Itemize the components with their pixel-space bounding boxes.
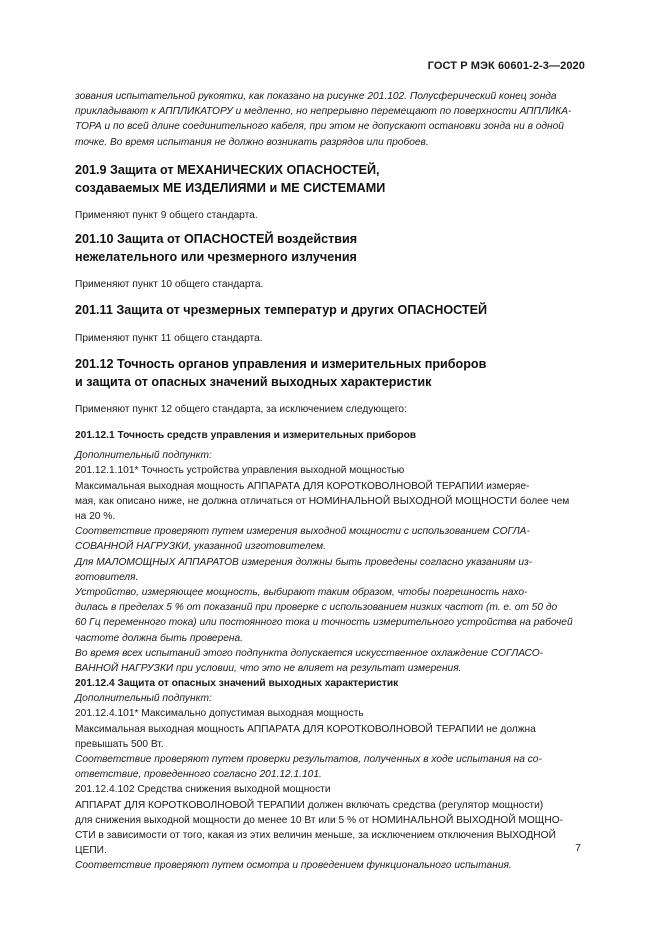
intro-line: ТОРА и по всей длине соединительного кабеля, при этом не допускают остановки зонда ни в одной bbox=[75, 121, 564, 133]
intro-line: прикладывают к АППЛИКАТОРУ и медленно, но непрерывно перемещают по поверхности АППЛИКА- bbox=[75, 106, 572, 118]
section-title: 201.10 Защита от ОПАСНОСТЕЙ воздействия bbox=[75, 232, 358, 246]
section-text: Применяют пункт 10 общего стандарта. bbox=[75, 279, 264, 290]
body-line: дилась в пределах 5 % от показаний при проверке с использованием низких частот (т. е. от 50 до bbox=[75, 602, 558, 614]
additional-subclause-label: Дополнительный подпункт: bbox=[75, 450, 212, 462]
section-201-11 bbox=[75, 302, 585, 346]
body-line: ЦЕПИ. bbox=[75, 845, 107, 857]
subsection-title: 201.12.1 Точность средств управления и измерительных приборов bbox=[75, 430, 417, 442]
section-title: 201.11 Защита от чрезмерных температур и других ОПАСНОСТЕЙ bbox=[75, 303, 488, 317]
body-line: Максимальная выходная мощность АППАРАТА ДЛЯ КОРОТКОВОЛНОВОЙ ТЕРАПИИ не должна bbox=[75, 723, 536, 735]
item-heading: 201.12.4.101* Максимально допустимая выходная мощность bbox=[75, 708, 364, 720]
intro-line: зования испытательной рукоятки, как показано на рисунке 201.102. Полусферический конец зонда bbox=[75, 91, 557, 102]
body-line: Для МАЛОМОЩНЫХ АППАРАТОВ измерения должны быть проведены согласно указаниям из- bbox=[75, 556, 533, 568]
body-line: АППАРАТ ДЛЯ КОРОТКОВОЛНОВОЙ ТЕРАПИИ должен включать средства (регулятор мощности) bbox=[75, 799, 544, 811]
item-heading: 201.12.1.101* Точность устройства управления выходной мощностью bbox=[75, 465, 405, 477]
body-line: превышать 500 Вт. bbox=[75, 738, 164, 750]
section-201-12 bbox=[75, 356, 585, 874]
section-text: Применяют пункт 11 общего стандарта. bbox=[75, 332, 263, 344]
intro-line: точке. Во время испытания не должно возникать разрядов или пробоев. bbox=[75, 136, 429, 148]
running-header: ГОСТ Р МЭК 60601-2-3—2020 bbox=[427, 60, 585, 72]
item-heading: 201.12.4.102 Средства снижения выходной мощности bbox=[75, 784, 331, 796]
body-line: ответствие, проведенного согласно 201.12.1.101. bbox=[75, 769, 322, 781]
body-line: для снижения выходной мощности до менее 10 Вт или 5 % от НОМИНАЛЬНОЙ ВЫХОДНОЙ МОЩНО- bbox=[75, 814, 564, 826]
page-number: 7 bbox=[575, 842, 581, 854]
body-line: Соответствие проверяют путем измерения выходной мощности с использованием СОГЛА- bbox=[75, 526, 530, 538]
section-201-9 bbox=[75, 162, 585, 223]
body-line: Устройство, измеряющее мощность, выбирают таким образом, чтобы погрешность нахо- bbox=[75, 587, 528, 599]
body-line: на 20 %. bbox=[75, 511, 116, 523]
section-text: Применяют пункт 12 общего стандарта, за исключением следующего: bbox=[75, 404, 407, 415]
additional-subclause-label: Дополнительный подпункт: bbox=[75, 693, 212, 705]
body-line: ВАННОЙ НАГРУЗКИ при условии, что это не влияет на результат измерения. bbox=[75, 663, 462, 675]
section-title: и защита от опасных значений выходных характеристик bbox=[75, 374, 432, 389]
section-title: 201.12 Точность органов управления и измерительных приборов bbox=[75, 357, 487, 371]
body-line: мая, как описано ниже, не должна отличаться от НОМИНАЛЬНОЙ ВЫХОДНОЙ МОЩНОСТИ более чем bbox=[75, 495, 570, 507]
body-line: Во время всех испытаний этого подпункта допускается искусственное охлаждение СОГЛАСО- bbox=[75, 647, 544, 659]
section-title: создаваемых МЕ ИЗДЕЛИЯМИ и МЕ СИСТЕМАМИ bbox=[75, 180, 386, 195]
body-line: Соответствие проверяют путем проверки результатов, полученных в ходе испытания на со- bbox=[75, 754, 542, 766]
body-line: готовителя. bbox=[75, 571, 139, 583]
body-line: СОВАННОЙ НАГРУЗКИ, указанной изготовителем. bbox=[75, 541, 326, 553]
body-line: частоте должна быть проверена. bbox=[75, 632, 244, 644]
body-line: СТИ в зависимости от того, какая из этих величин меньше, за исключением отключения ВЫХОДНОЙ bbox=[75, 830, 556, 842]
intro-paragraph bbox=[75, 89, 585, 150]
body-line: Максимальная выходная мощность АППАРАТА ДЛЯ КОРОТКОВОЛНОВОЙ ТЕРАПИИ измеряе- bbox=[75, 480, 530, 492]
section-title: 201.9 Защита от МЕХАНИЧЕСКИХ ОПАСНОСТЕЙ, bbox=[75, 163, 380, 177]
subsection-title: 201.12.4 Защита от опасных значений выходных характеристик bbox=[75, 678, 399, 690]
section-title: нежелательного или чрезмерного излучения bbox=[75, 249, 357, 264]
body-line: 60 Гц переменного тока) или постоянного тока и точность измерительного устройства на рабочей bbox=[75, 617, 573, 629]
section-text: Применяют пункт 9 общего стандарта. bbox=[75, 210, 258, 221]
body-line: Соответствие проверяют путем осмотра и проведением функционального испытания. bbox=[75, 860, 512, 872]
section-201-10 bbox=[75, 231, 585, 292]
